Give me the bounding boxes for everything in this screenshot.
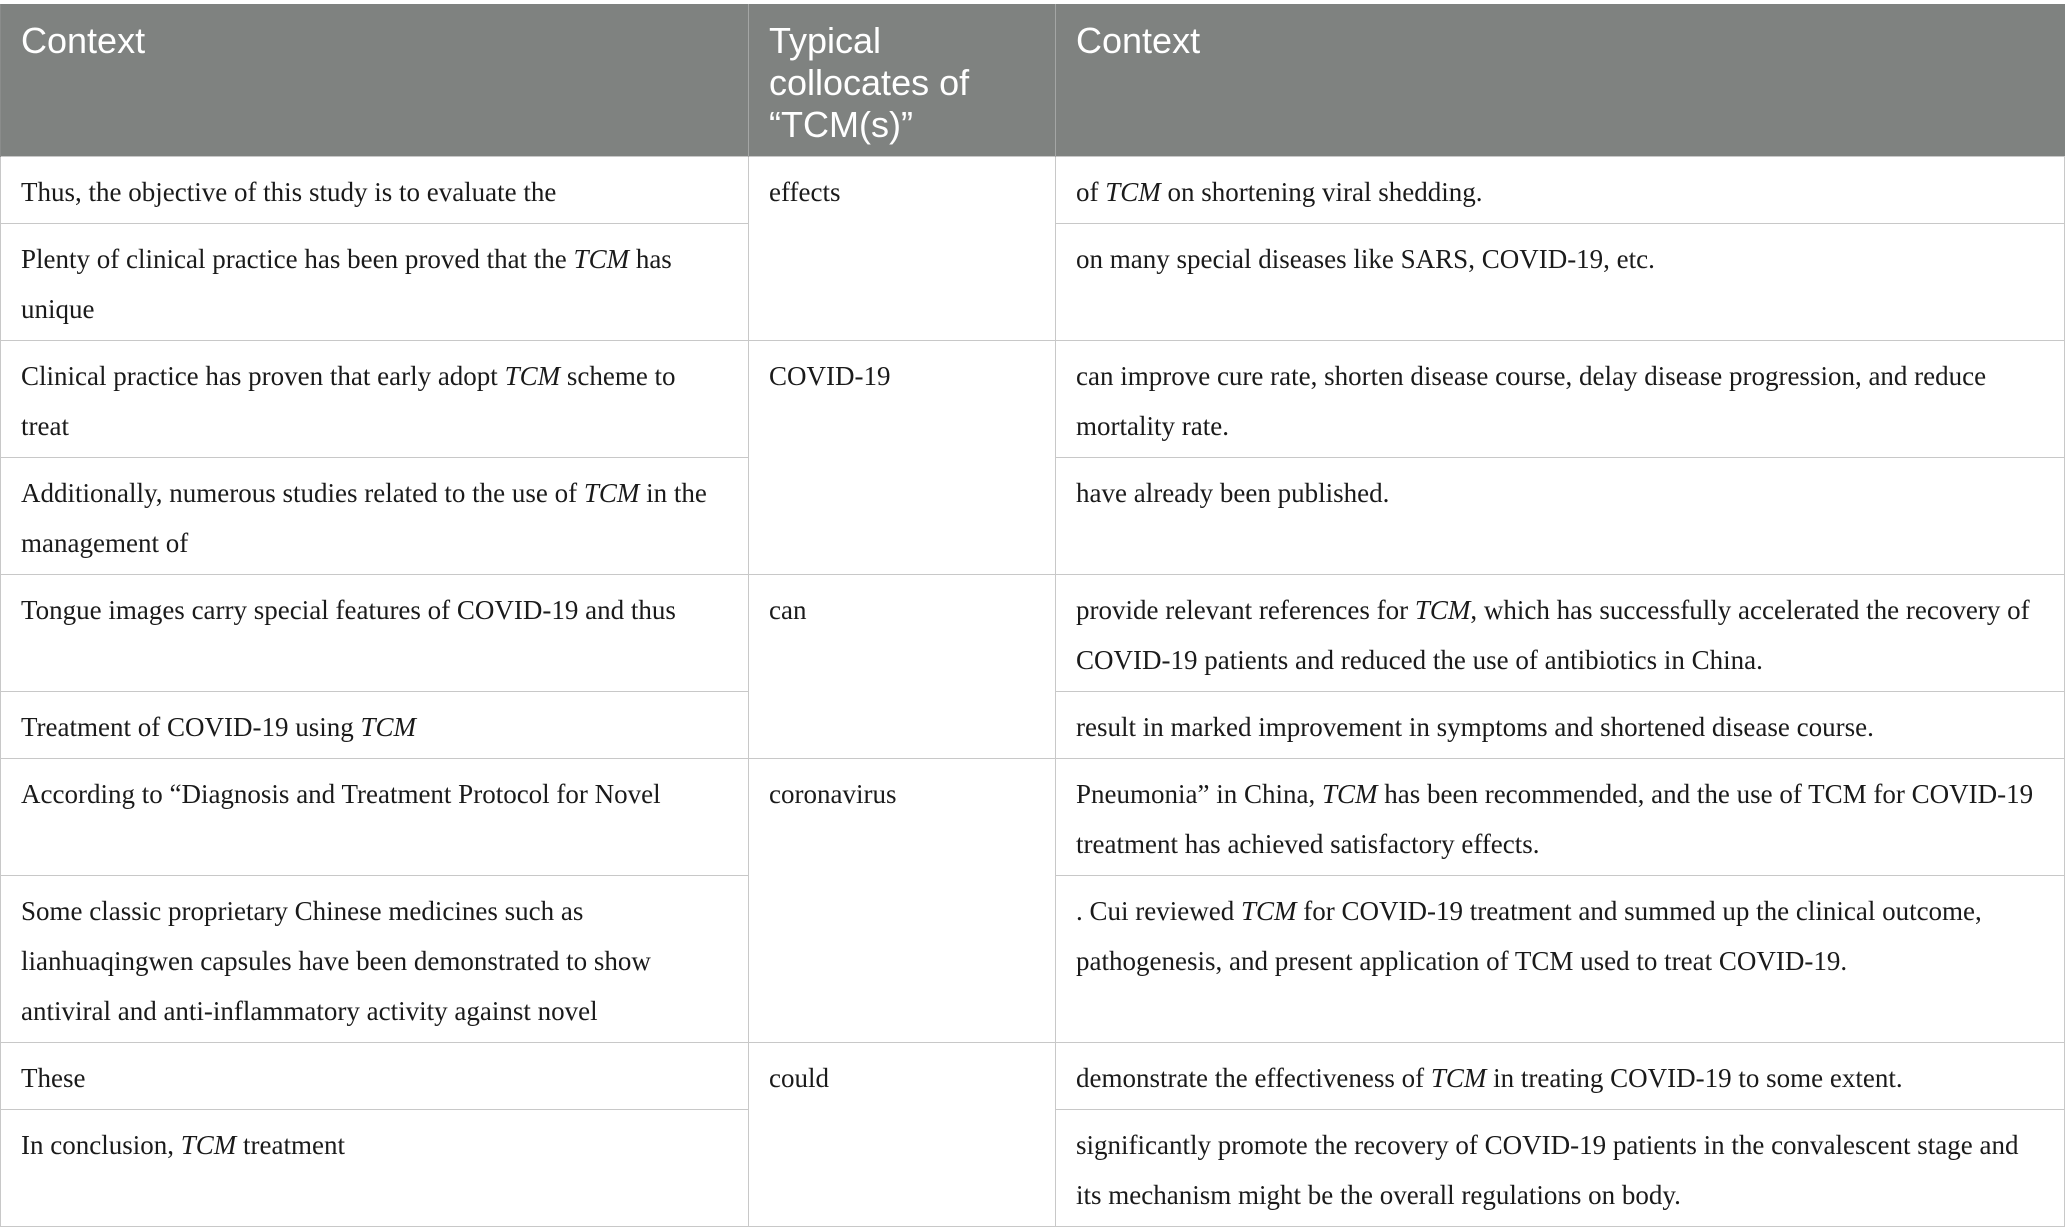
- left-context-cell: [1, 691, 749, 758]
- text-segment: Plenty of clinical practice has been proved that the: [21, 243, 574, 274]
- table-row: [1, 758, 2065, 875]
- table-body: [1, 156, 2065, 1226]
- text-segment: can improve cure rate, shorten disease course, delay disease progression, and reduce mortality rate.: [1076, 360, 1987, 441]
- text-segment: provide relevant references for: [1076, 594, 1415, 625]
- text-segment: Clinical practice has proven that early adopt: [21, 360, 505, 391]
- table-row: [1, 1042, 2065, 1109]
- right-context-cell: [1056, 574, 2065, 691]
- left-context-cell: [1, 1042, 749, 1109]
- text-segment: have already been published.: [1076, 477, 1390, 508]
- right-context-cell: [1056, 223, 2065, 340]
- text-segment: scheme to treat: [21, 360, 676, 441]
- italic-term: TCM: [1430, 1062, 1487, 1093]
- right-context-cell: [1056, 875, 2065, 1042]
- text-segment: of: [1076, 176, 1106, 207]
- collocate-cell: could: [749, 1042, 1056, 1226]
- text-segment: in the management of: [21, 477, 707, 558]
- collocate-cell: COVID-19: [749, 340, 1056, 574]
- italic-term: TCM: [1414, 594, 1471, 625]
- text-segment: . Cui reviewed: [1076, 895, 1241, 926]
- right-context-cell: [1056, 1042, 2065, 1109]
- right-context-cell: [1056, 457, 2065, 574]
- italic-term: TCM: [504, 360, 561, 391]
- collocate-cell: can: [749, 574, 1056, 758]
- text-segment: treatment: [236, 1129, 345, 1160]
- left-context-cell: [1, 875, 749, 1042]
- header-left-context: Context: [1, 4, 749, 156]
- italic-term: TCM: [1321, 778, 1378, 809]
- left-context-cell: [1, 758, 749, 875]
- text-segment: In conclusion,: [21, 1129, 181, 1160]
- left-context-cell: [1, 156, 749, 223]
- text-segment: Additionally, numerous studies related to the use of: [21, 477, 584, 508]
- text-segment: Tongue images carry special features of COVID-19 and thus: [21, 594, 676, 625]
- header-right-context: Context: [1056, 4, 2065, 156]
- table-row: [1, 340, 2065, 457]
- text-segment: on many special diseases like SARS, COVID-19, etc.: [1076, 243, 1655, 274]
- right-context-cell: [1056, 156, 2065, 223]
- right-context-cell: [1056, 758, 2065, 875]
- left-context-cell: [1, 340, 749, 457]
- collocation-table: [0, 4, 2065, 1227]
- left-context-cell: [1, 223, 749, 340]
- text-segment: Thus, the objective of this study is to evaluate the: [21, 176, 557, 207]
- text-segment: , which has successfully accelerated the recovery of COVID-19 patients and reduced the use of antibiotics in China.: [1076, 594, 2030, 675]
- italic-term: TCM: [1105, 176, 1161, 207]
- text-segment: These: [21, 1062, 86, 1093]
- collocate-cell: effects: [749, 156, 1056, 340]
- table-row: [1, 156, 2065, 223]
- right-context-cell: [1056, 340, 2065, 457]
- text-segment: Some classic proprietary Chinese medicines such as lianhuaqingwen capsules have been demonstrated to show antiviral and anti-inflammatory activity against novel: [21, 895, 651, 1026]
- italic-term: TCM: [360, 711, 417, 742]
- left-context-cell: [1, 1109, 749, 1226]
- italic-term: TCM: [573, 243, 630, 274]
- text-segment: has been recommended, and the use of TCM for COVID-19 treatment has achieved satisfactory effects.: [1076, 778, 2034, 859]
- text-segment: result in marked improvement in symptoms and shortened disease course.: [1076, 711, 1874, 742]
- header-row: [1, 4, 2065, 156]
- text-segment: on shortening viral shedding.: [1160, 176, 1483, 207]
- italic-term: TCM: [583, 477, 640, 508]
- right-context-cell: [1056, 1109, 2065, 1226]
- table-row: [1, 574, 2065, 691]
- text-segment: significantly promote the recovery of COVID-19 patients in the convalescent stage and its mechanism might be the overall regulations on body.: [1076, 1129, 2019, 1210]
- header-typical-collocates: Typical collocates of “TCM(s)”: [749, 4, 1056, 156]
- text-segment: in treating COVID-19 to some extent.: [1486, 1062, 1903, 1093]
- text-segment: According to “Diagnosis and Treatment Protocol for Novel: [21, 778, 661, 809]
- collocate-cell: coronavirus: [749, 758, 1056, 1042]
- italic-term: TCM: [180, 1129, 237, 1160]
- text-segment: demonstrate the effectiveness of: [1076, 1062, 1431, 1093]
- text-segment: Pneumonia” in China,: [1076, 778, 1322, 809]
- italic-term: TCM: [1240, 895, 1297, 926]
- collocation-table-container: [0, 4, 2067, 1227]
- right-context-cell: [1056, 691, 2065, 758]
- text-segment: has unique: [21, 243, 672, 324]
- text-segment: Treatment of COVID-19 using: [21, 711, 361, 742]
- left-context-cell: [1, 457, 749, 574]
- left-context-cell: [1, 574, 749, 691]
- text-segment: for COVID-19 treatment and summed up the clinical outcome, pathogenesis, and present application of TCM used to treat COVID-19.: [1076, 895, 1982, 976]
